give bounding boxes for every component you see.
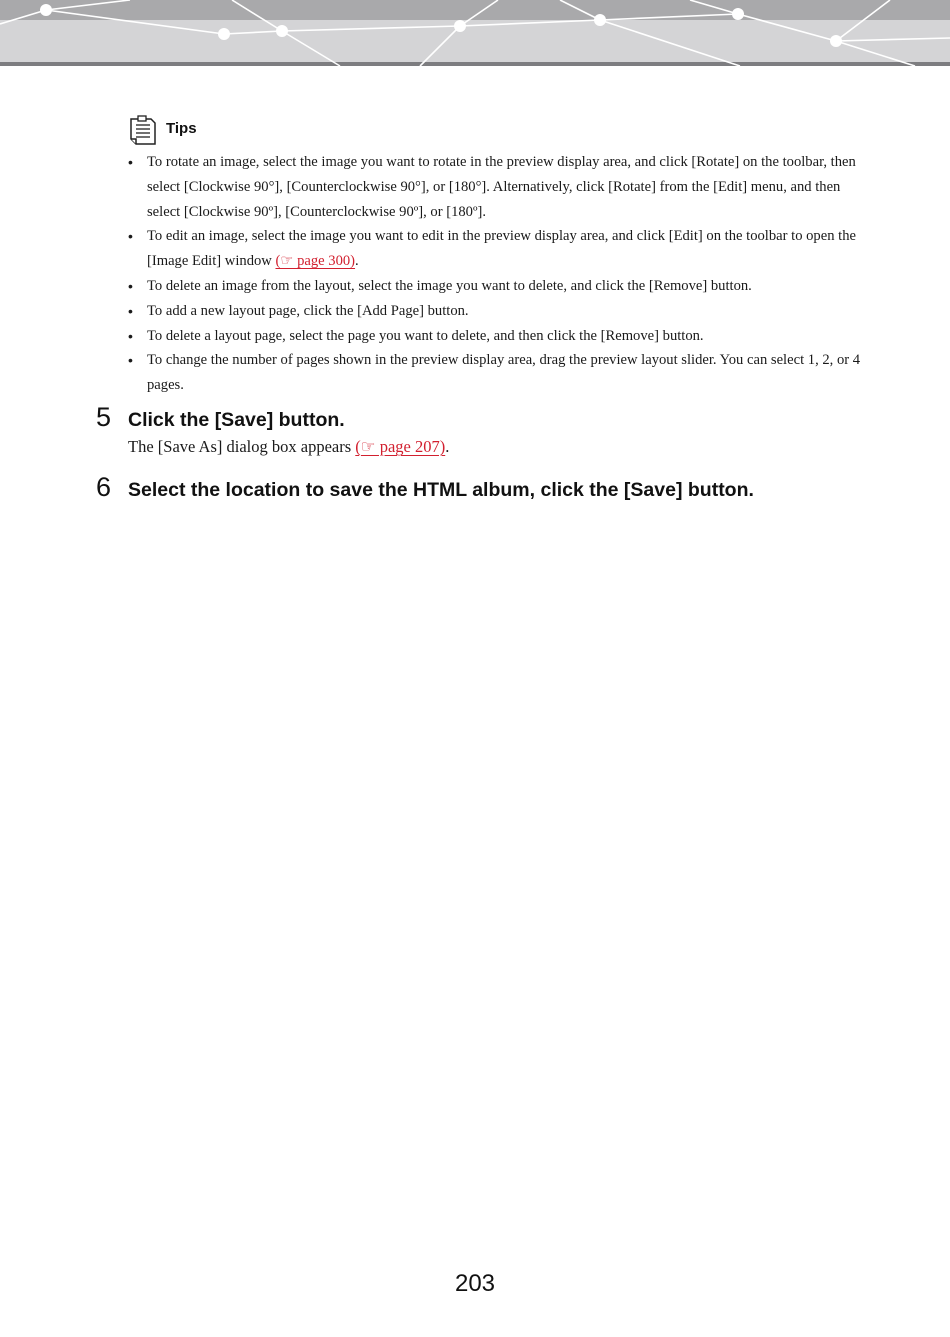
tip-text: To delete an image from the layout, select the image you want to delete, and click the [Remove] button. [147, 277, 752, 294]
page-reference-link[interactable]: (☞ page 207) [355, 437, 446, 456]
tip-text-end: . [355, 253, 359, 270]
tip-page-count [128, 348, 873, 398]
tip-text: To edit an image, select the image you want to edit in the preview display area, and click [Edit] on the toolbar to open the [Image Edit] window [147, 228, 856, 270]
tip-rotate [128, 150, 873, 224]
step-title: Select the location to save the HTML album, click the [Save] button. [128, 479, 754, 501]
notepad-icon [128, 114, 158, 148]
network-pattern-graphic [0, 0, 950, 68]
tip-edit [128, 224, 873, 274]
tip-text: To change the number of pages shown in the preview display area, drag the preview layout slider. You can select 1, 2, or 4 pages. [147, 352, 861, 394]
page-number: 203 [454, 1270, 496, 1297]
step-text-end: . [445, 437, 450, 456]
step-number: 6 [96, 472, 112, 502]
page-reference-link[interactable]: (☞ page 300) [275, 253, 356, 270]
step-6 [96, 472, 886, 503]
tips-header [128, 114, 873, 148]
tip-text: To add a new layout page, click the [Add Page] button. [147, 302, 469, 319]
header-band [0, 0, 950, 68]
tip-delete-page [128, 324, 873, 349]
step-text: The [Save As] dialog box appears [128, 437, 356, 456]
tip-text: To delete a layout page, select the page you want to delete, and then click the [Remove] button. [147, 327, 704, 344]
tip-delete-image [128, 274, 873, 299]
tip-add-page [128, 299, 873, 324]
step-title: Click the [Save] button. [128, 409, 345, 431]
tips-section [128, 114, 873, 398]
step-description [128, 437, 886, 457]
step-5 [96, 402, 886, 457]
tip-text: To rotate an image, select the image you want to rotate in the preview display area, and click [Rotate] on the toolbar, then select [Clockwise 90°], [Counterclockwise 90°], or [180°]. Alternatively, click [Rotate] from the [Edit] menu, and then select [Clockwise 90º], [Counterclockwise 90º], or [180º]. [147, 154, 856, 220]
tips-list [128, 150, 873, 398]
step-number: 5 [96, 402, 112, 432]
tips-heading: Tips [166, 119, 197, 137]
